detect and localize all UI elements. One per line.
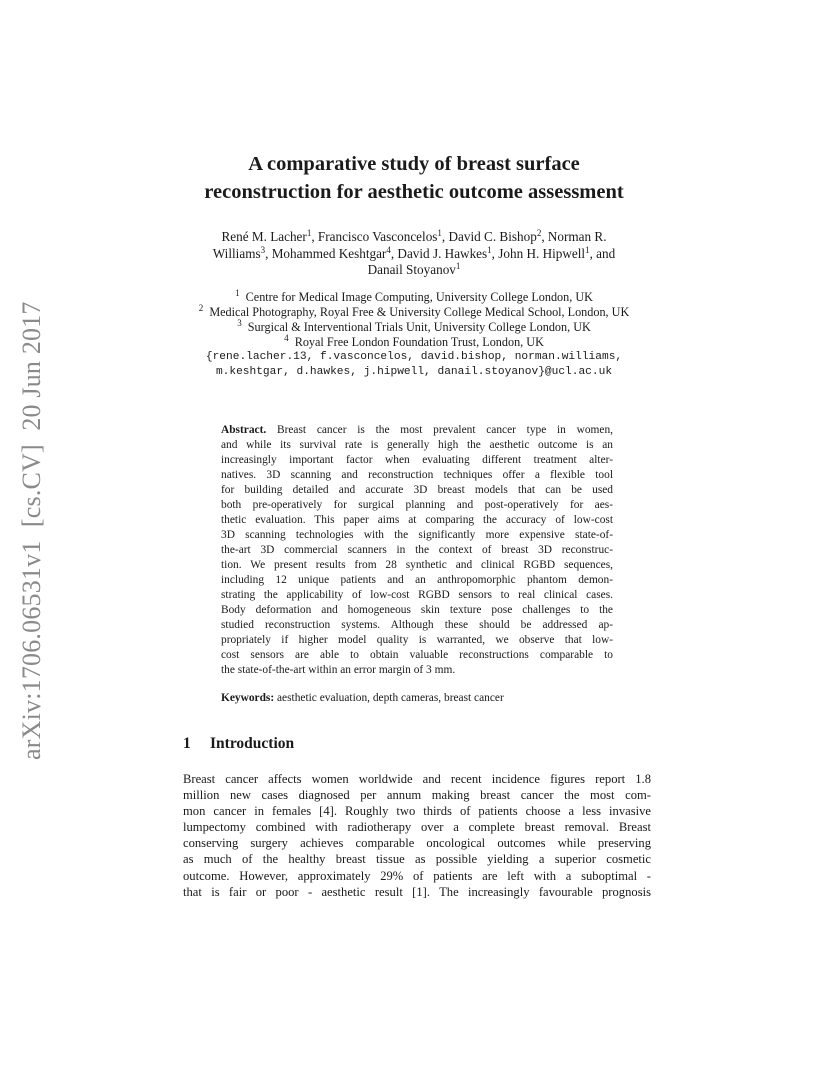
affiliation-text: Medical Photography, Royal Free & University College Medical School, London, UK <box>209 305 630 319</box>
body-line: outcome. However, approximately 29% of patients are left with a suboptimal - <box>183 868 651 883</box>
affiliation-3 <box>0 320 828 335</box>
affiliation-mark: 1 <box>437 228 442 238</box>
affiliation-mark: 2 <box>536 228 542 238</box>
affiliation-2 <box>0 305 828 320</box>
section-number: 1 <box>183 735 191 752</box>
body-line: conserving surgery achieves comparable oncological outcomes while preserving <box>183 836 651 851</box>
author-name: , David C. Bishop <box>441 229 537 244</box>
abstract-label: Abstract. <box>221 424 267 436</box>
affiliation-mark: 4 <box>386 244 391 255</box>
affiliation-mark: 1 <box>306 228 312 238</box>
section-title: Introduction <box>210 735 295 752</box>
affiliations <box>0 290 828 380</box>
keywords <box>221 692 504 704</box>
section-heading <box>183 735 294 753</box>
abstract-line: tion. We present results from 28 synthetic and clinical RGBD sequences, <box>221 559 613 571</box>
body-text <box>183 771 651 900</box>
abstract <box>221 423 613 678</box>
keywords-label: Keywords: <box>221 692 275 704</box>
abstract-line: both pre-operatively for surgical planning and post-operatively for aes- <box>221 499 613 511</box>
affiliation-mark: 1 <box>487 244 492 255</box>
affiliation-number: 2 <box>198 303 204 313</box>
affiliation-text: Royal Free London Foundation Trust, London, UK <box>294 335 544 349</box>
abstract-line: thetic evaluation. This paper aims at comparing the accuracy of low-cost <box>221 514 613 526</box>
email-line-2: m.keshtgar, d.hawkes, j.hipwell, danail.stoyanov}@ucl.ac.uk <box>215 366 613 378</box>
abstract-line: for building detailed and accurate 3D breast models that can be used <box>221 484 613 496</box>
body-line: lumpectomy combined with radiotherapy over a complete breast removal. Breast <box>183 820 651 835</box>
affiliation-number: 1 <box>235 288 240 298</box>
author-name: René M. Lacher <box>221 229 307 244</box>
affiliation-1 <box>0 290 828 305</box>
abstract-line: and while its survival rate is generally high the aesthetic outcome is an <box>221 439 613 451</box>
affiliation-text: Surgical & Interventional Trials Unit, University College London, UK <box>247 320 591 334</box>
abstract-line: the-art 3D commercial scanners in the context of breast 3D reconstruc- <box>221 544 613 556</box>
body-line: mon cancer in females [4]. Roughly two thirds of patients choose a less invasive <box>183 804 651 819</box>
author-name: Danail Stoyanov <box>367 262 456 277</box>
affiliation-mark: 1 <box>455 261 461 271</box>
author-name: Williams <box>212 245 261 261</box>
author-separator: , and <box>589 245 616 261</box>
abstract-line: including 12 unique patients and an anthropomorphic phantom demon- <box>221 574 613 586</box>
abstract-line: the state-of-the-art within an error margin of 3 mm. <box>221 664 456 676</box>
abstract-line: increasingly important factor when evaluating different treatment alter- <box>221 454 613 466</box>
body-line: Breast cancer affects women worldwide and recent incidence figures report 1.8 <box>183 772 651 786</box>
title-line-1: A comparative study of breast surface <box>248 153 580 175</box>
affiliation-number: 3 <box>237 318 242 328</box>
body-line: as much of the healthy breast tissue as possible yielding a superior cosmetic <box>183 852 651 867</box>
body-line: million new cases diagnosed per annum making breast cancer the most com- <box>183 788 651 803</box>
author-name: , David J. Hawkes <box>390 245 488 261</box>
affiliation-mark: 1 <box>585 244 590 255</box>
author-name: , Francisco Vasconcelos <box>311 229 438 244</box>
abstract-line: Body deformation and homogeneous skin texture pose challenges to the <box>221 604 613 616</box>
author-line-3 <box>0 262 828 279</box>
paper-title <box>0 150 828 206</box>
arxiv-identifier: arXiv:1706.06531v1 [cs.CV] 20 Jun 2017 <box>17 301 46 760</box>
author-list <box>0 229 828 279</box>
keywords-text: aesthetic evaluation, depth cameras, breast cancer <box>274 692 504 704</box>
abstract-line: 3D scanning technologies with the significantly more expensive state-of- <box>221 529 613 541</box>
affiliation-4 <box>0 335 828 350</box>
body-line: that is fair or poor - aesthetic result [1]. The increasingly favourable prognosis <box>183 884 651 899</box>
affiliation-mark: 3 <box>260 244 266 255</box>
author-name: , Mohammed Keshtgar <box>265 245 387 261</box>
author-line-1 <box>0 229 828 246</box>
affiliation-text: Centre for Medical Image Computing, University College London, UK <box>245 290 593 304</box>
abstract-line: propriately if higher model quality is warranted, we observe that low- <box>221 634 613 646</box>
abstract-line: strating the applicability of low-cost RGBD sensors to real clinical cases. <box>221 589 613 601</box>
author-line-2 <box>0 246 828 263</box>
abstract-line: natives. 3D scanning and reconstruction techniques offer a flexible tool <box>221 469 613 481</box>
abstract-line: cost sensors are able to obtain valuable reconstructions comparable to <box>221 649 613 661</box>
author-name: , John H. Hipwell <box>491 245 586 261</box>
title-line-2: reconstruction for aesthetic outcome assessment <box>204 181 624 203</box>
email-line-1: {rene.lacher.13, f.vasconcelos, david.bishop, norman.williams, <box>205 351 623 363</box>
abstract-line: studied reconstruction systems. Although these should be addressed ap- <box>221 619 613 631</box>
author-name: , Norman R. <box>541 229 607 244</box>
affiliation-number: 4 <box>284 333 289 343</box>
abstract-line: Abstract. Breast cancer is the most prevalent cancer type in women, <box>221 424 613 436</box>
